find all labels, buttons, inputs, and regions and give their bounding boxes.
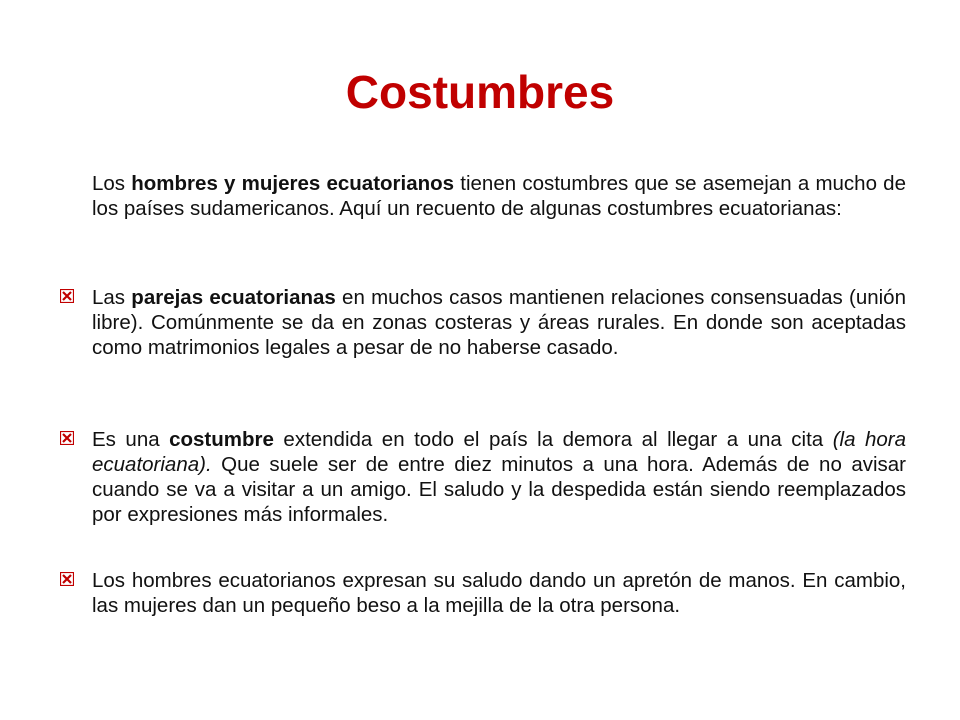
slide-title: Costumbres bbox=[345, 66, 615, 118]
intro-text-start: Los bbox=[92, 172, 132, 195]
intro-text-end: tienen costumbres que se asemejan a mucho de los países sudamericanos. Aquí un recuento de algunas costumbres ecuatorianas: bbox=[92, 172, 906, 220]
bullet-2-mid: extendida en todo el país la demora al llegar a una cita bbox=[273, 428, 833, 451]
bullet-item-3 bbox=[60, 568, 906, 618]
bullet-item-2 bbox=[60, 427, 906, 527]
bullet-2-bold: costumbre bbox=[169, 428, 274, 451]
bullet-1-bold: parejas ecuatorianas bbox=[131, 286, 336, 309]
bullet-text-1 bbox=[92, 285, 906, 360]
bullet-2-italic: (la hora ecuatoriana). bbox=[92, 428, 906, 476]
bullet-x-icon bbox=[60, 431, 74, 445]
intro-paragraph bbox=[92, 171, 906, 221]
intro-bold-text: hombres y mujeres ecuatorianos bbox=[131, 172, 455, 195]
bullet-1-pre: Las bbox=[92, 286, 132, 309]
bullet-1-post: en muchos casos mantienen relaciones consensuadas (unión libre). Comúnmente se da en zonas costeras y áreas rurales. En donde son aceptadas como matrimonios legales a pesar de no haberse casado. bbox=[92, 286, 906, 359]
bullet-2-pre: Es una bbox=[92, 428, 170, 451]
bullet-2-post: Que suele ser de entre diez minutos a una hora. Además de no avisar cuando se va a visitar a un amigo. El saludo y la despedida están siendo reemplazados por expresiones más informales. bbox=[92, 453, 906, 526]
bullet-text-2 bbox=[92, 427, 906, 527]
bullet-x-icon bbox=[60, 572, 74, 586]
bullet-item-1 bbox=[60, 285, 906, 360]
bullet-text-3: Los hombres ecuatorianos expresan su saludo dando un apretón de manos. En cambio, las mujeres dan un pequeño beso a la mejilla de la otra persona. bbox=[92, 569, 906, 617]
bullet-x-icon bbox=[60, 289, 74, 303]
